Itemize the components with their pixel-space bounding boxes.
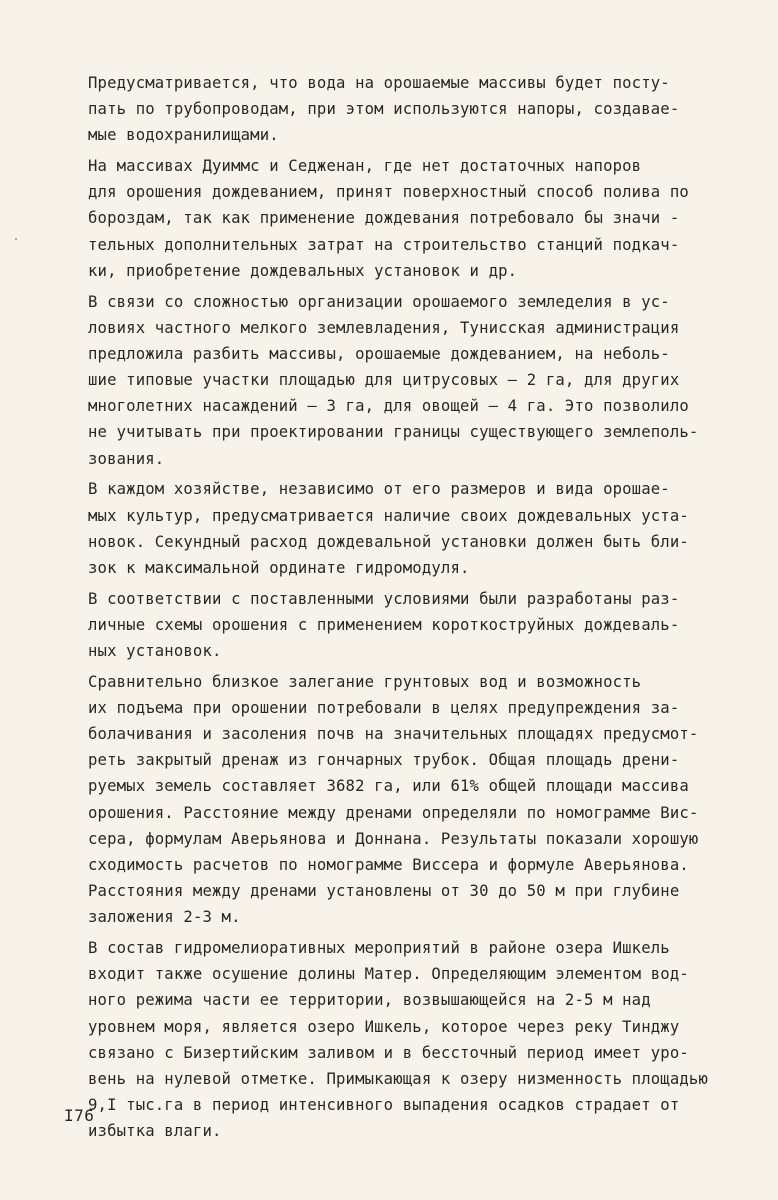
text-line: шие типовые участки площадью для цитрусовых – 2 га, для других: [88, 371, 680, 390]
text-line: В состав гидромелиоративных мероприятий в районе озера Ишкель: [88, 939, 670, 957]
text-line: болачивания и засоления почв на значительных площадях предусмот-: [88, 725, 699, 743]
text-line: вень на нулевой отметке. Примыкающая к озеру низменность площадью: [88, 1069, 708, 1088]
paragraph: [88, 586, 760, 665]
text-line: личные схемы орошения с применением короткоструйных дождеваль-: [88, 615, 680, 634]
text-line: не учитывать при проектировании границы существующего землеполь-: [88, 423, 699, 442]
text-line: Предусматривается, что вода на орошаемые массивы будет посту-: [88, 74, 670, 92]
text-line: В соответствии с поставленными условиями были разработаны раз-: [88, 589, 680, 608]
text-line: мых культур, предусматривается наличие своих дождевальных уста-: [88, 506, 689, 525]
paragraph: [88, 153, 760, 284]
text-line: Расстояния между дренами установлены от 30 до 50 м при глубине: [88, 882, 680, 901]
text-line: реть закрытый дренаж из гончарных трубок. Общая площадь дрени-: [88, 751, 680, 770]
text-line: ловиях частного мелкого землевладения, Тунисская администрация: [88, 318, 680, 337]
text-line: зок к максимальной ординате гидромодуля.: [88, 558, 470, 577]
text-line: предложила разбить массивы, орошаемые дождеванием, на неболь-: [88, 344, 670, 363]
text-line: 9,I тыс.га в период интенсивного выпадения осадков страдает от: [88, 1096, 680, 1115]
text-line: В связи со сложностью организации орошаемого земледелия в ус-: [88, 292, 670, 311]
text-line: зования.: [88, 449, 165, 468]
text-line: тельных дополнительных затрат на строительство станций подкач-: [88, 235, 680, 254]
text-line: В каждом хозяйстве, независимо от его размеров и вида орошае-: [88, 480, 670, 499]
text-line: На массивах Дуиммс и Седженан, где нет достаточных напоров: [88, 157, 642, 176]
scan-speck: [15, 238, 17, 240]
text-line: сходимость расчетов по номограмме Виссера и формуле Аверьянова.: [88, 855, 689, 874]
text-line: мые водохранилищами.: [88, 126, 279, 145]
paragraph: [88, 669, 760, 931]
text-line: связано с Бизертийским заливом и в бессточный период имеет уро-: [88, 1043, 689, 1062]
paragraph: [88, 70, 760, 149]
text-line: заложения 2-3 м.: [88, 908, 241, 927]
text-line: уровнем моря, является озеро Ишкель, которое через реку Тинджу: [88, 1017, 680, 1036]
paragraph: [88, 289, 760, 472]
text-line: бороздам, так как применение дождевания потребовало бы значи -: [88, 209, 680, 228]
text-line: многолетних насаждений – 3 га, для овощей – 4 га. Это позволило: [88, 397, 689, 416]
text-line: избытка влаги.: [88, 1122, 222, 1141]
text-line: сера, формулам Аверьянова и Доннана. Результаты показали хорошую: [88, 829, 699, 848]
body-text: [88, 70, 760, 1145]
text-line: ных установок.: [88, 641, 222, 660]
paragraph: [88, 935, 760, 1145]
text-line: ки, приобретение дождевальных установок и др.: [88, 261, 518, 280]
text-line: для орошения дождеванием, принят поверхностный способ полива по: [88, 183, 689, 202]
page-number: I76: [64, 1106, 95, 1125]
text-line: входит также осушение долины Матер. Определяющим элементом вод-: [88, 965, 689, 984]
paragraph: [88, 476, 760, 581]
text-line: их подъема при орошении потребовали в целях предупреждения за-: [88, 698, 680, 717]
text-line: руемых земель составляет 3682 га, или 61% общей площади массива: [88, 777, 689, 796]
text-line: ного режима части ее территории, возвышающейся на 2-5 м над: [88, 991, 651, 1010]
text-line: новок. Секундный расход дождевальной установки должен быть бли-: [88, 532, 689, 551]
text-line: орошения. Расстояние между дренами определяли по номограмме Вис-: [88, 803, 699, 822]
text-line: пать по трубопроводам, при этом используются напоры, создавае-: [88, 100, 680, 119]
text-line: Сравнительно близкое залегание грунтовых вод и возможность: [88, 672, 642, 691]
